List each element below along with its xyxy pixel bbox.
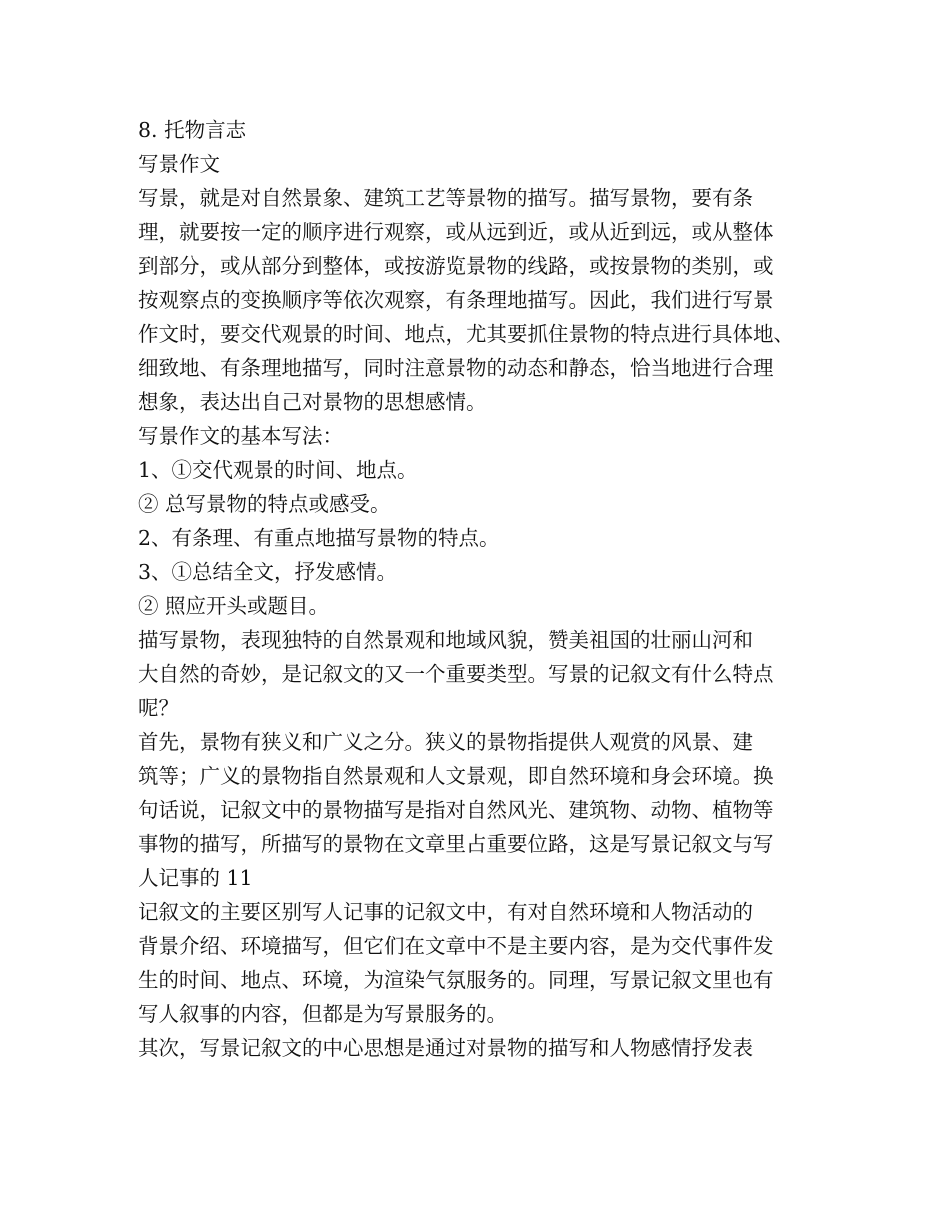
paragraph-line: 大自然的奇妙，是记叙文的又一个重要类型。写景的记叙文有什么特点: [138, 662, 774, 686]
paragraph-line: 到部分，或从部分到整体，或按游览景物的线路，或按景物的类别，或: [138, 254, 774, 278]
paragraph-line: 描写景物，表现独特的自然景观和地域风貌，赞美祖国的壮丽山河和: [138, 628, 753, 652]
paragraph-line: 背景介绍、环境描写，但它们在文章中不是主要内容，是为交代事件发: [138, 934, 774, 958]
paragraph-line: 细致地、有条理地描写，同时注意景物的动态和静态，恰当地进行合理: [138, 356, 774, 380]
paragraph-line: 理，就要按一定的顺序进行观察，或从远到近，或从近到远，或从整体: [138, 220, 774, 244]
paragraph-line: 首先，景物有狭义和广义之分。狭义的景物指提供人观赏的风景、建: [138, 730, 753, 754]
list-item: 1、①交代观景的时间、地点。: [138, 458, 418, 482]
list-item: ② 总写景物的特点或感受。: [138, 492, 391, 516]
paragraph-line: 作文时，要交代观景的时间、地点，尤其要抓住景物的特点进行具体地、: [138, 322, 794, 346]
document-page: [138, 113, 838, 1065]
paragraph-line: 其次，写景记叙文的中心思想是通过对景物的描写和人物感情抒发表: [138, 1036, 753, 1060]
paragraph-line: 想象，表达出自己对景物的思想感情。: [138, 390, 487, 414]
list-item: ② 照应开头或题目。: [138, 594, 330, 618]
paragraph-line: 写人叙事的内容，但都是为写景服务的。: [138, 1002, 507, 1026]
list-item: 2、有条理、有重点地描写景物的特点。: [138, 526, 500, 550]
paragraph-line: 人记事的 11: [138, 866, 253, 890]
paragraph-line: 句话说，记叙文中的景物描写是指对自然风光、建筑物、动物、植物等: [138, 798, 774, 822]
paragraph-line: 按观察点的变换顺序等依次观察，有条理地描写。因此，我们进行写景: [138, 288, 774, 312]
heading-tuowu-yanzhi: 8. 托物言志: [138, 118, 247, 142]
paragraph-line: 写景，就是对自然景象、建筑工艺等景物的描写。描写景物，要有条: [138, 186, 753, 210]
paragraph-line: 生的时间、地点、环境，为渲染气氛服务的。同理，写景记叙文里也有: [138, 968, 774, 992]
list-item: 3、①总结全文，抒发感情。: [138, 560, 398, 584]
paragraph-line: 事物的描写，所描写的景物在文章里占重要位路，这是写景记叙文与写: [138, 832, 774, 856]
paragraph-line: 筑等；广义的景物指自然景观和人文景观，即自然环境和身会环境。换: [138, 764, 774, 788]
heading-xiejing-zuowen: 写景作文: [138, 152, 220, 176]
paragraph-line: 呢？: [138, 696, 179, 720]
paragraph-line: 记叙文的主要区别写人记事的记叙文中，有对自然环境和人物活动的: [138, 900, 753, 924]
section-title: 写景作文的基本写法：: [138, 424, 343, 448]
